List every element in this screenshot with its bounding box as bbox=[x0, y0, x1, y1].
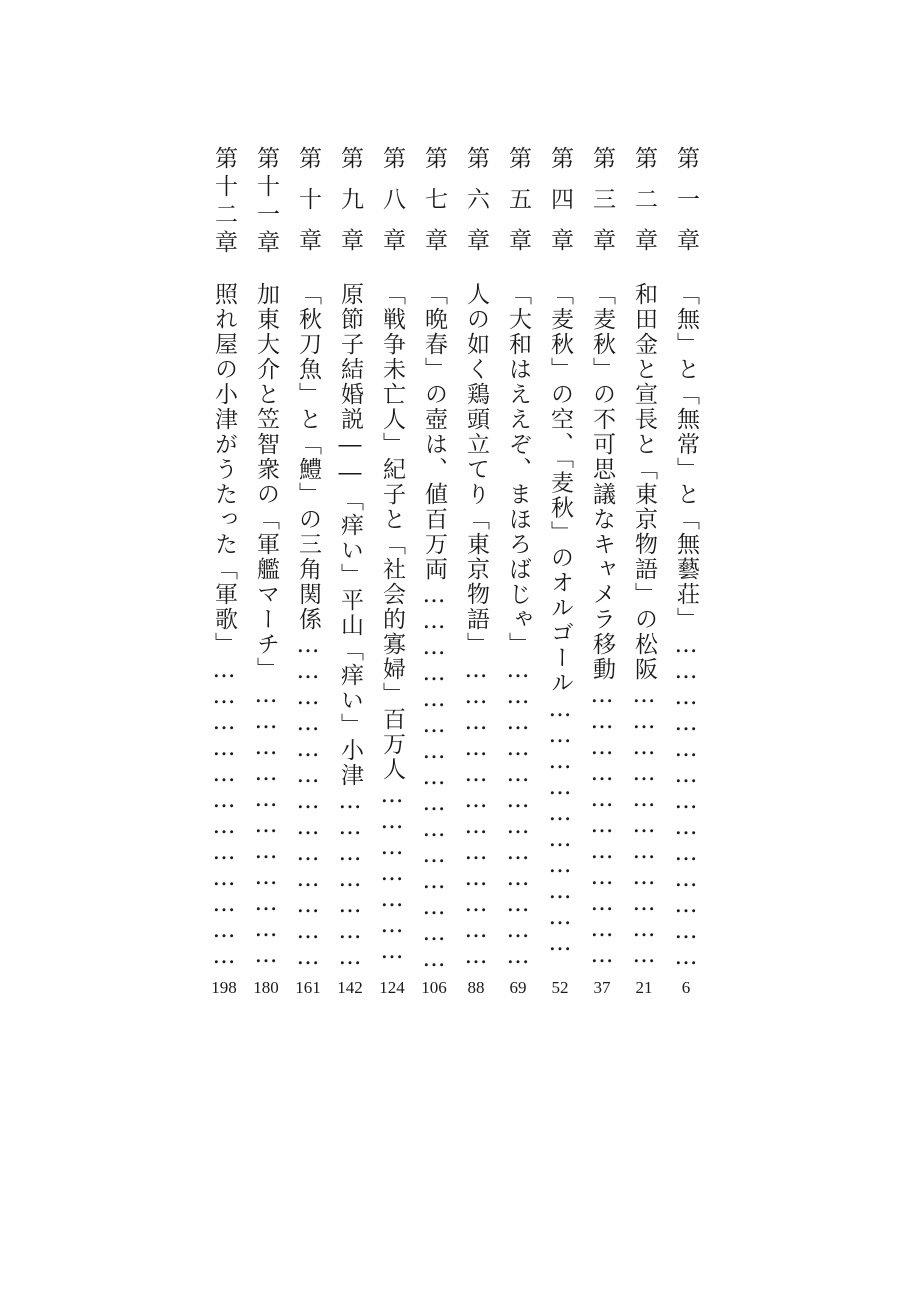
chapter-number: 第十二章 bbox=[211, 146, 237, 258]
chapter-number: 第八章 bbox=[379, 146, 405, 269]
chapter-number: 第二章 bbox=[631, 146, 657, 269]
chapter-number: 第十章 bbox=[295, 146, 321, 269]
chapter-title: 「無」と「無常」と「無藝荘」 …………………………………………………………………………………… bbox=[669, 282, 703, 972]
page-number: 52 bbox=[551, 978, 569, 997]
chapter-title: 加東大介と笠智衆の「軍艦マーチ」 …………………………………………………………………………………… bbox=[249, 282, 283, 972]
chapter-title: 「秋刀魚」と「鱧」の三角関係 …………………………………………………………………………………… bbox=[291, 282, 325, 972]
toc-entry-chapter-3[interactable] bbox=[585, 146, 619, 1006]
chapter-number: 第九章 bbox=[337, 146, 363, 269]
chapter-title: 「戦争未亡人」紀子と「社会的寡婦」百万人 …………………………………………………………………………………… bbox=[375, 282, 409, 972]
page-number: 69 bbox=[509, 978, 527, 997]
chapter-number: 第十一章 bbox=[253, 146, 279, 258]
toc-entry-chapter-6[interactable] bbox=[459, 146, 493, 1006]
page-number: 161 bbox=[295, 978, 321, 997]
toc-entry-chapter-7[interactable] bbox=[417, 146, 451, 1006]
page-number: 124 bbox=[379, 978, 405, 997]
toc-entry-chapter-5[interactable] bbox=[501, 146, 535, 1006]
page-number: 37 bbox=[593, 978, 611, 997]
toc-entry-chapter-10[interactable] bbox=[291, 146, 325, 1006]
chapter-number: 第一章 bbox=[673, 146, 699, 269]
toc-entry-chapter-1[interactable] bbox=[669, 146, 703, 1006]
chapter-title: 原節子結婚説――「痒い」平山「痒い」小津 …………………………………………………………………………………… bbox=[333, 282, 367, 972]
page-number: 198 bbox=[211, 978, 237, 997]
page-number: 106 bbox=[421, 978, 447, 997]
chapter-title: 「麦秋」の空、「麦秋」のオルゴール …………………………………………………………………………………… bbox=[543, 282, 577, 972]
page-number: 21 bbox=[635, 978, 653, 997]
chapter-number: 第五章 bbox=[505, 146, 531, 269]
chapter-title: 和田金と宣長と「東京物語」の松阪 …………………………………………………………………………………… bbox=[627, 282, 661, 972]
toc-entry-chapter-2[interactable] bbox=[627, 146, 661, 1006]
toc-entry-chapter-11[interactable] bbox=[249, 146, 283, 1006]
chapter-title: 人の如く鶏頭立てり「東京物語」 …………………………………………………………………………………… bbox=[459, 282, 493, 972]
toc-entry-chapter-12[interactable] bbox=[207, 146, 241, 1006]
toc-entry-chapter-4[interactable] bbox=[543, 146, 577, 1006]
chapter-title: 「大和はええぞ、まほろばじゃ」 …………………………………………………………………………………… bbox=[501, 282, 535, 972]
chapter-number: 第三章 bbox=[589, 146, 615, 269]
page-number: 180 bbox=[253, 978, 279, 997]
chapter-number: 第六章 bbox=[463, 146, 489, 269]
chapter-title: 照れ屋の小津がうたった「軍歌」 …………………………………………………………………………………… bbox=[207, 282, 241, 972]
toc-entry-chapter-8[interactable] bbox=[375, 146, 409, 1006]
toc-entry-chapter-9[interactable] bbox=[333, 146, 367, 1006]
page-number: 6 bbox=[681, 978, 691, 997]
chapter-number: 第四章 bbox=[547, 146, 573, 269]
chapter-title: 「晩春」の壺は、値百万両 …………………………………………………………………………………… bbox=[417, 282, 451, 972]
chapter-title: 「麦秋」の不可思議なキャメラ移動 …………………………………………………………………………………… bbox=[585, 282, 619, 972]
chapter-number: 第七章 bbox=[421, 146, 447, 269]
page-number: 88 bbox=[467, 978, 485, 997]
page-number: 142 bbox=[337, 978, 363, 997]
